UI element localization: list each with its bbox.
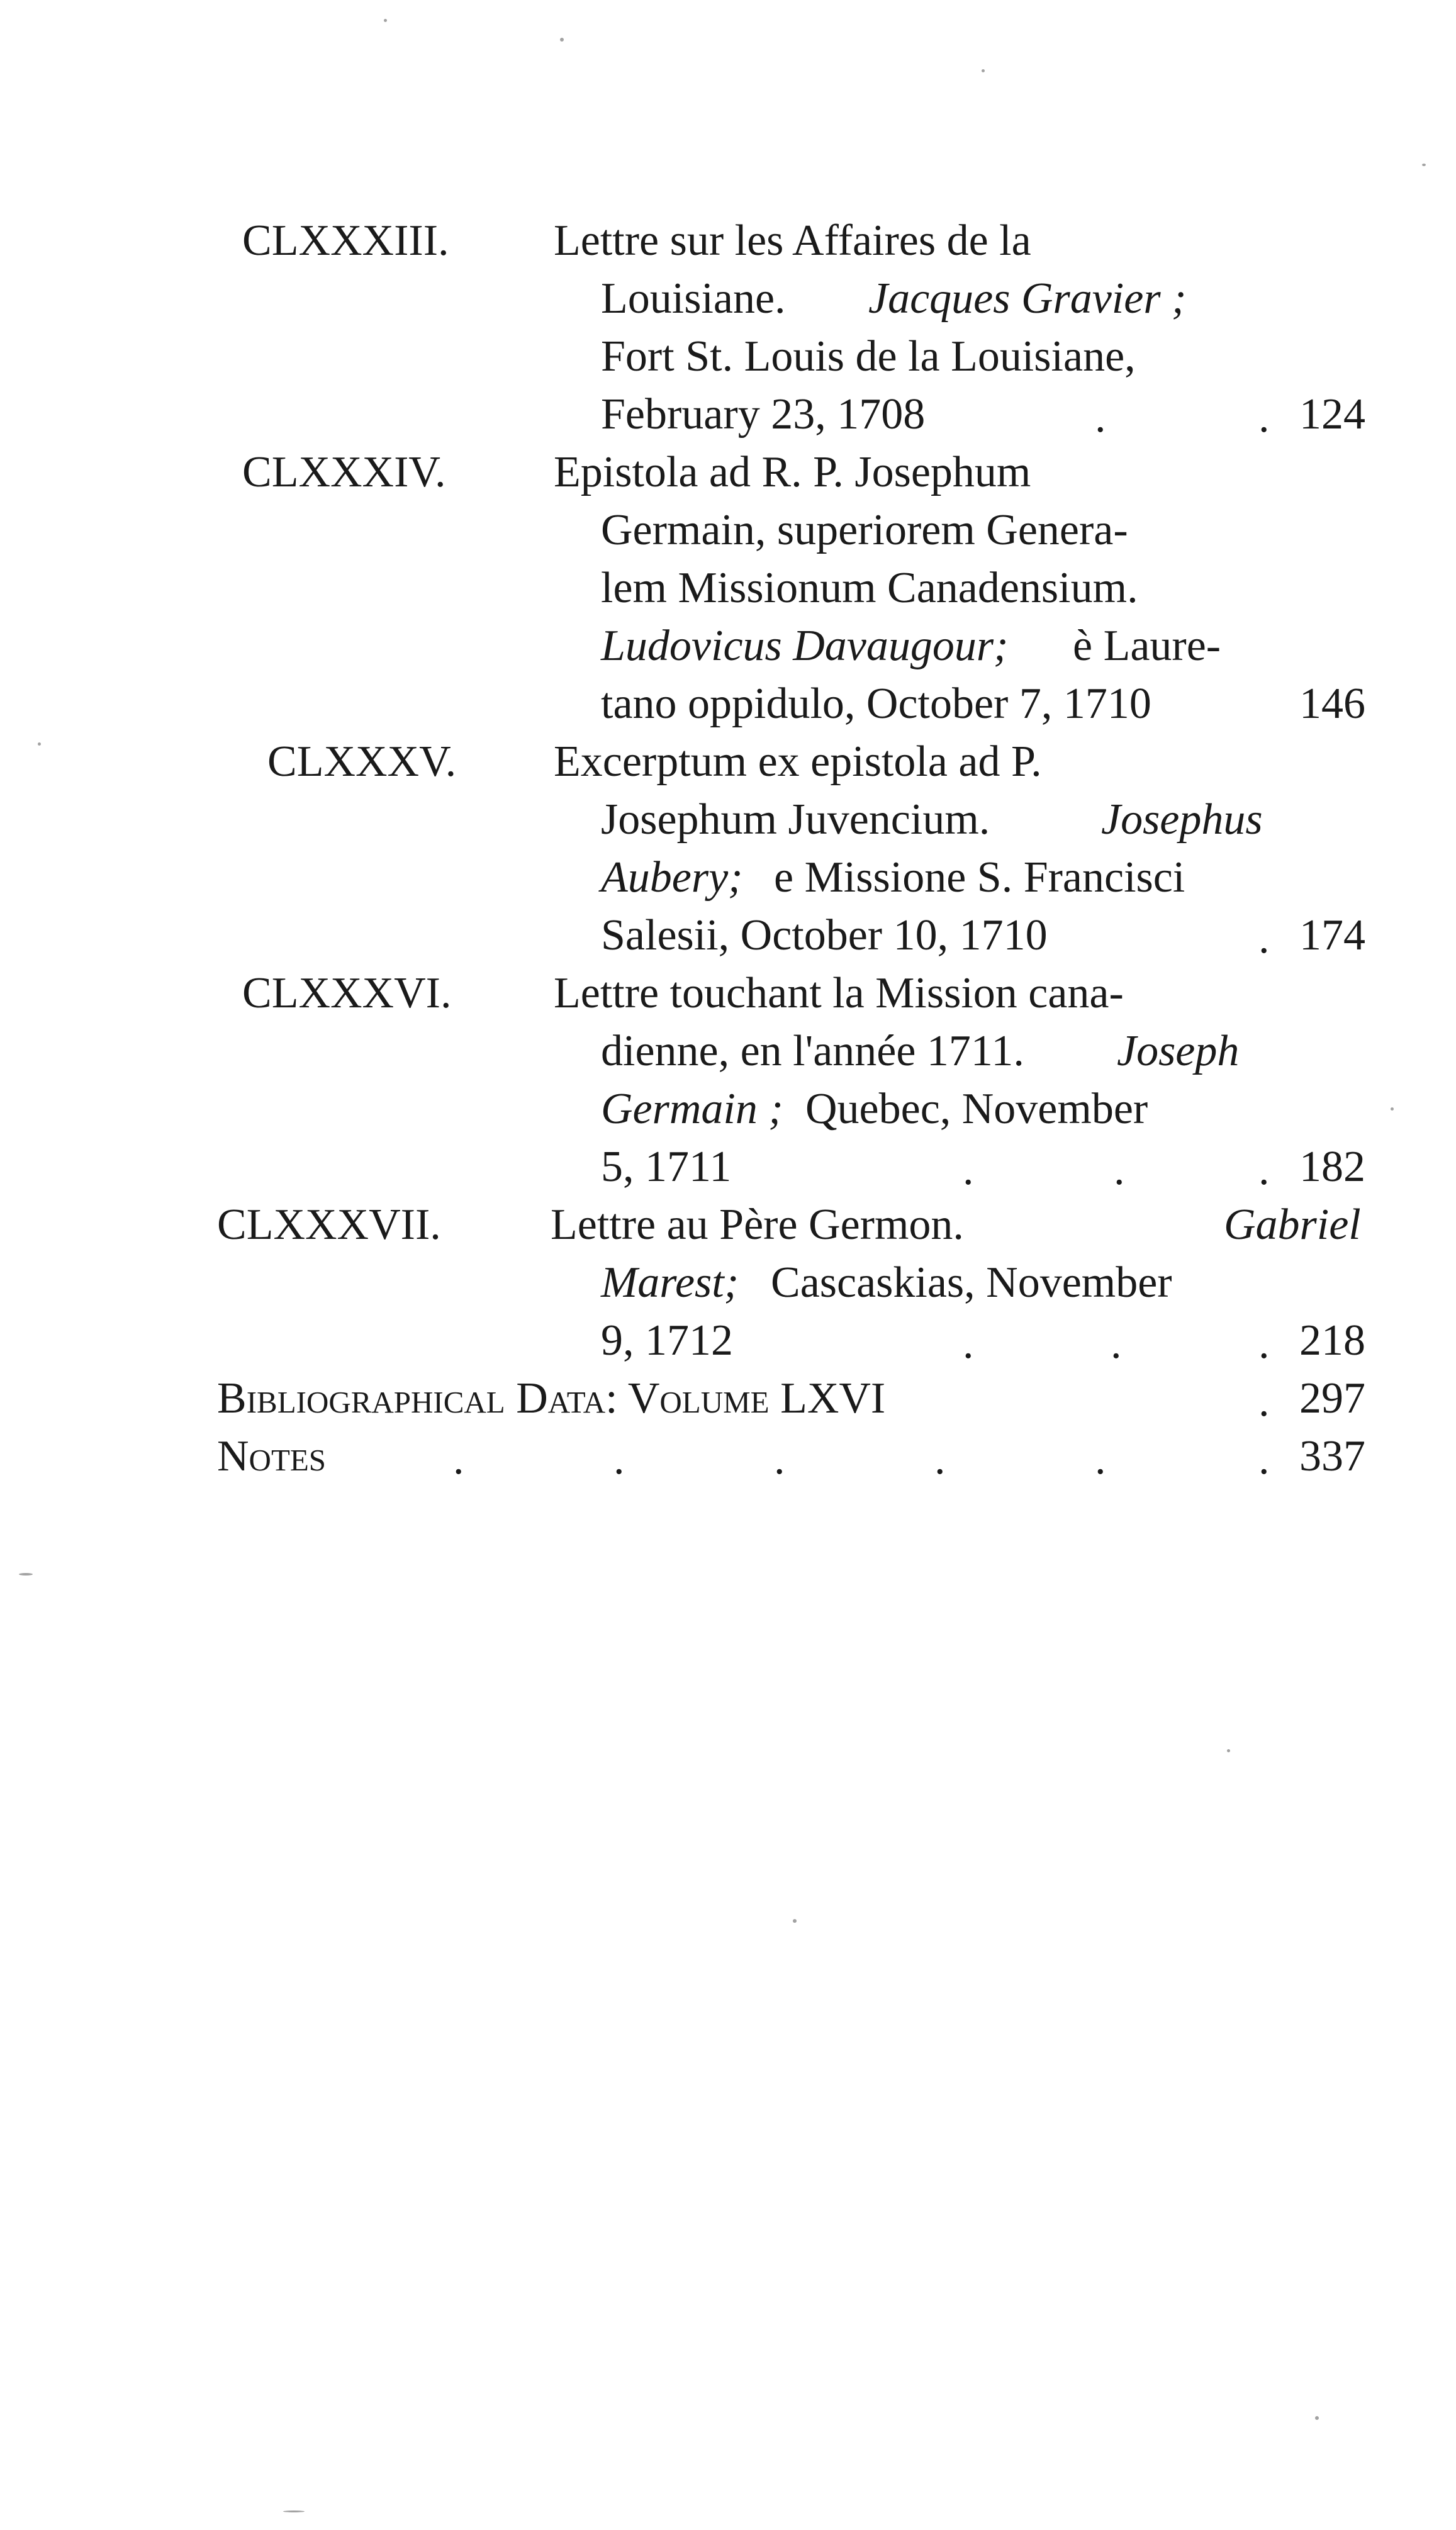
entry-author: Ludovicus Davaugour; bbox=[601, 622, 1009, 670]
leader-dot: . bbox=[1258, 1435, 1270, 1484]
leader-dot: . bbox=[1258, 914, 1270, 963]
entry-title-line: Lettre au Père Germon. bbox=[551, 1201, 964, 1249]
entry-place: e Missione S. Francisci bbox=[774, 853, 1185, 902]
entry-numeral: CLXXXVI. bbox=[242, 969, 452, 1017]
scan-speck bbox=[1315, 2416, 1319, 2420]
scan-speck bbox=[1227, 1749, 1230, 1752]
leader-dot: . bbox=[453, 1435, 464, 1484]
notes-label: Notes bbox=[217, 1432, 327, 1480]
leader-dot: . bbox=[1258, 1146, 1270, 1194]
entry-title-line: Lettre sur les Affaires de la bbox=[554, 216, 1031, 265]
entry-numeral: CLXXXV. bbox=[267, 737, 457, 786]
leader-dot: . bbox=[1095, 1435, 1106, 1484]
entry-numeral: CLXXXVII. bbox=[217, 1201, 441, 1249]
scan-speck bbox=[38, 742, 41, 746]
entry-title-line: lem Missionum Canadensium. bbox=[601, 564, 1138, 612]
entry-title-line: Josephum Juvencium. bbox=[601, 795, 990, 844]
entry-title-line: Excerptum ex epistola ad P. bbox=[554, 737, 1042, 786]
entry-author: Joseph bbox=[1117, 1027, 1240, 1075]
leader-dot: . bbox=[934, 1435, 946, 1484]
leader-dot: . bbox=[963, 1146, 974, 1194]
entry-place: Cascaskias, November bbox=[771, 1258, 1172, 1307]
entry-title-line: Germain, superiorem Genera- bbox=[601, 506, 1128, 554]
entry-page-number: 182 bbox=[1299, 1143, 1365, 1191]
entry-title-line: Epistola ad R. P. Josephum bbox=[554, 448, 1031, 496]
entry-date: Salesii, October 10, 1710 bbox=[601, 911, 1048, 960]
entry-date: February 23, 1708 bbox=[601, 390, 926, 439]
leader-dot: . bbox=[1258, 393, 1270, 442]
entry-title-line: dienne, en l'année 1711. bbox=[601, 1027, 1024, 1075]
leader-dot: . bbox=[774, 1435, 785, 1484]
scan-speck bbox=[19, 1573, 33, 1576]
entry-page-number: 297 bbox=[1299, 1374, 1365, 1423]
leader-dot: . bbox=[1114, 1146, 1125, 1194]
leader-dot: . bbox=[1111, 1319, 1122, 1368]
entry-title-line: Lettre touchant la Mission cana- bbox=[554, 969, 1124, 1017]
entry-date: 5, 1711 bbox=[601, 1143, 732, 1191]
entry-author: Josephus bbox=[1101, 795, 1263, 844]
entry-page-number: 146 bbox=[1299, 680, 1365, 728]
entry-page-number: 337 bbox=[1299, 1432, 1365, 1480]
entry-author: Gabriel bbox=[1224, 1201, 1361, 1249]
entry-author: Germain ; bbox=[601, 1085, 783, 1133]
leader-dot: . bbox=[1258, 1319, 1270, 1368]
entry-title-line: Louisiane. bbox=[601, 274, 786, 323]
scan-speck bbox=[1391, 1107, 1394, 1111]
entry-place: è Laure- bbox=[1073, 622, 1221, 670]
leader-dot: . bbox=[1095, 393, 1106, 442]
entry-date: tano oppidulo, October 7, 1710 bbox=[601, 680, 1151, 728]
scan-speck bbox=[1422, 164, 1426, 166]
entry-page-number: 124 bbox=[1299, 390, 1365, 439]
entry-place: Quebec, November bbox=[805, 1085, 1148, 1133]
scan-speck bbox=[560, 38, 564, 42]
entry-numeral: CLXXXIII. bbox=[242, 216, 449, 265]
leader-dot: . bbox=[1258, 1377, 1270, 1426]
entry-author: Jacques Gravier ; bbox=[868, 274, 1187, 323]
scan-speck bbox=[384, 19, 387, 22]
leader-dot: . bbox=[613, 1435, 625, 1484]
entry-date: 9, 1712 bbox=[601, 1316, 733, 1365]
leader-dot: . bbox=[963, 1319, 974, 1368]
scan-speck bbox=[283, 2510, 305, 2512]
scan-speck bbox=[793, 1919, 797, 1923]
scan-speck bbox=[982, 69, 985, 72]
entry-page-number: 174 bbox=[1299, 911, 1365, 960]
entry-place: Fort St. Louis de la Louisiane, bbox=[601, 332, 1136, 381]
entry-page-number: 218 bbox=[1299, 1316, 1365, 1365]
bibliographical-data-label: Bibliographical Data: Volume LXVI bbox=[217, 1374, 886, 1423]
entry-author: Aubery; bbox=[601, 853, 743, 902]
entry-numeral: CLXXXIV. bbox=[242, 448, 446, 496]
entry-author: Marest; bbox=[601, 1258, 739, 1307]
